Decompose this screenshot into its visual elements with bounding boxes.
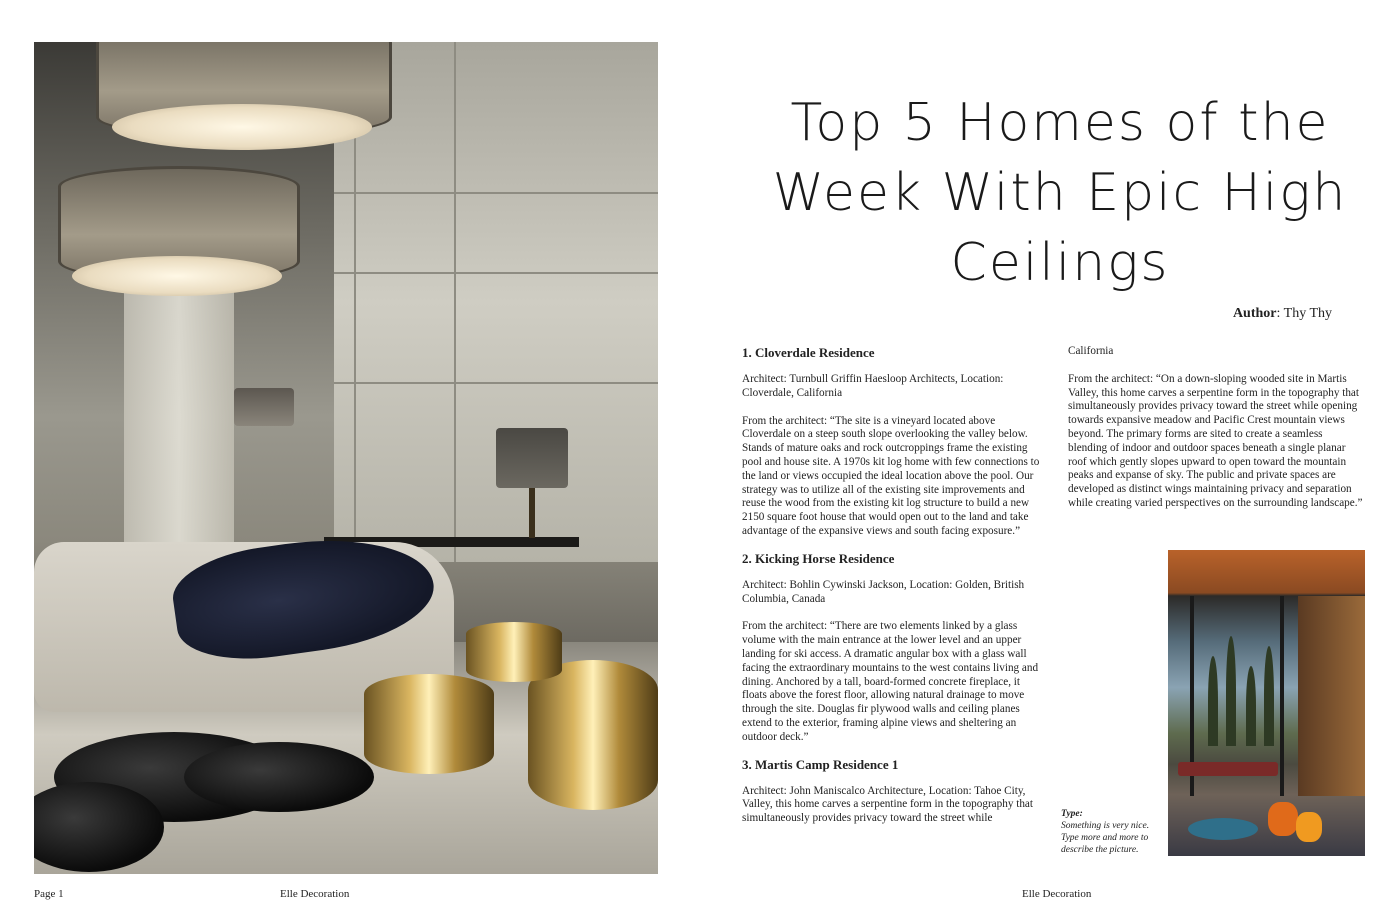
entry-credits: Architect: Turnbull Griffin Haesloop Architects, Location: Cloverdale, California <box>742 373 1004 399</box>
text-column-2 <box>1068 345 1364 511</box>
article-title: Top 5 Homes of the Week With Epic High Ceilings <box>772 93 1348 293</box>
author-label: Author <box>1232 306 1277 321</box>
text-column-1 <box>742 345 1040 826</box>
entry-heading: 2. Kicking Horse Residence <box>742 550 895 566</box>
hero-interior-photo <box>34 42 658 874</box>
entry-quote: From the architect: “The site is a vineyard located above Cloverdale on a steep south slope overlooking the valley below. Stands of mature oaks and rock outcroppings frame the existing pool and house site. A 1970s kit log home with few connections to the land or views occupied the ideal location above the pool. Our strategy was to utilize all of the existing site improvements and reuse the wood from the existing kit log structure to build a new 2150 square foot house that would open out to the land and take advantage of the expansive views and south facing exposure.” <box>742 414 1040 537</box>
author-line: Author: Thy Thy <box>1232 306 1332 321</box>
entry-heading: 3. Martis Camp Residence 1 <box>742 756 899 772</box>
footer-publication-left: Elle Decoration <box>280 888 350 900</box>
entry-quote: From the architect: “There are two elements linked by a glass volume with the main entrance at the lower level and an upper landing for ski access. A dramatic angular box with a glass wall facing the extraordinary mountains to the west contains living and dining. Anchored by a tall, board-formed concrete fireplace, it floats above the forest floor, allowing natural drainage to move through the site. Douglas fir plywood walls and ceiling planes extend to the exterior, framing alpine views and sheltering an outdoor deck.” <box>742 620 1039 743</box>
entry-credits-continued: California <box>1068 345 1114 357</box>
entry-credits: Architect: Bohlin Cywinski Jackson, Location: Golden, British Columbia, Canada <box>742 578 1025 605</box>
footer-publication-right: Elle Decoration <box>1022 888 1092 900</box>
photo-caption <box>1061 808 1165 856</box>
caption-text: Something is very nice. Type more and more to describe the picture. <box>1061 821 1150 855</box>
entry-credits: Architect: John Maniscalco Architecture, Location: Tahoe City, Valley, this home carves a serpentine form in the topography that simultaneously provides privacy toward the street while <box>742 784 1033 825</box>
entry-heading: 1. Cloverdale Residence <box>742 345 875 360</box>
author-name: Thy Thy <box>1283 306 1332 321</box>
entry-quote: From the architect: “On a down-sloping wooded site in Martis Valley, this home carves a serpentine form in the topography that simultaneously provides privacy toward the street while opening towards expansive meadow and Pacific Crest mountain views beyond. The primary forms are sited to create a seamless blending of indoor and outdoor spaces beneath a single planar roof which gently slopes upward to open toward the mountain peaks and expanse of sky. The public and private spaces are developed as distinct wings maintaining privacy and separation while creating varied perspectives on the surrounding landscape.” <box>1068 372 1363 509</box>
caption-label: Type: <box>1061 809 1083 819</box>
page-number: Page 1 <box>34 888 64 900</box>
residence-interior-photo <box>1168 550 1365 856</box>
